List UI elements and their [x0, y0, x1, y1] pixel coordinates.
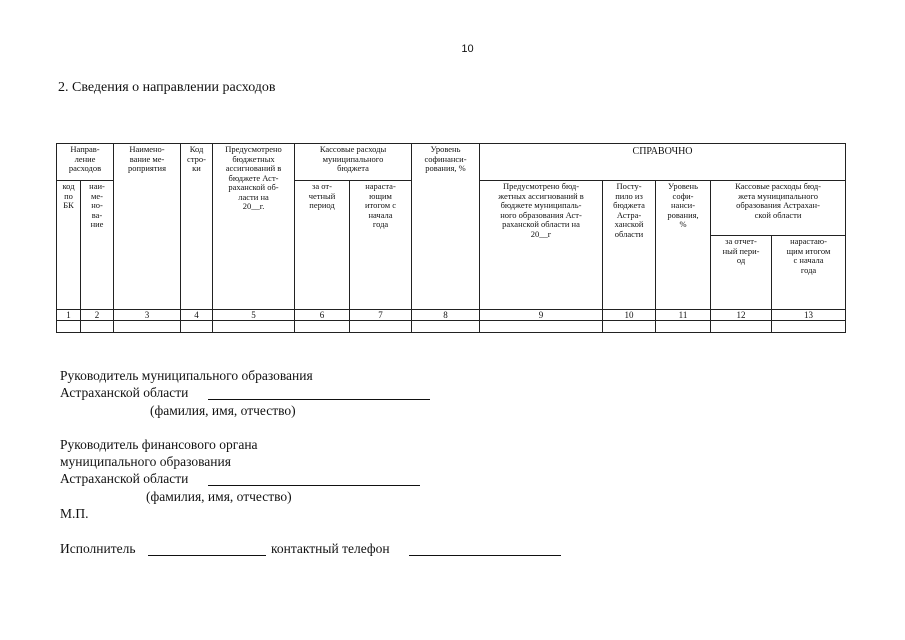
table-row — [57, 321, 846, 333]
table-cell — [480, 321, 603, 333]
header-ref-cash-period: за отчет- ный пери- од — [711, 236, 772, 310]
table-cell — [181, 321, 213, 333]
column-number: 5 — [213, 310, 295, 321]
header-ref-cash: Кассовые расходы бюд- жета муниципального образования Астрахан- ской области — [711, 181, 846, 236]
column-number: 3 — [114, 310, 181, 321]
table-cell — [350, 321, 412, 333]
header-ref-cash-cumulative: нарастаю- щим итогом с начала года — [772, 236, 846, 310]
finance-title-line3: Астраханской области — [60, 471, 189, 486]
finance-signature-line[interactable] — [208, 485, 420, 486]
table-cell — [603, 321, 656, 333]
header-ref-level: Уровень софи- нанси- рования, % — [656, 181, 711, 310]
header-ref-planned: Предусмотрено бюд- жетных ассигнований в бюджете муниципаль- ного образования Аст- раханской области на 20__г — [480, 181, 603, 310]
table-cell — [711, 321, 772, 333]
table-cell — [295, 321, 350, 333]
header-cash-cumulative: нараста- ющим итогом с начала года — [350, 181, 412, 310]
head-title-line2: Астраханской области — [60, 385, 189, 400]
header-row-code: Код стро- ки — [181, 144, 213, 310]
header-planned: Предусмотрено бюджетных ассигнований в бюджете Аст- раханской об- ласти на 20__г. — [213, 144, 295, 310]
table-cell — [213, 321, 295, 333]
column-number: 9 — [480, 310, 603, 321]
header-bk-name: наи- ме- но- ва- ние — [81, 181, 114, 310]
head-title-line1: Руководитель муниципального образования — [60, 368, 313, 383]
column-number: 10 — [603, 310, 656, 321]
column-number: 6 — [295, 310, 350, 321]
section-title: 2. Сведения о направлении расходов — [58, 80, 276, 95]
column-number: 7 — [350, 310, 412, 321]
column-number: 13 — [772, 310, 846, 321]
header-ref-received: Посту- пило из бюджета Астра- ханской области — [603, 181, 656, 310]
header-direction: Направ- ление расходов — [57, 144, 114, 181]
header-cofinancing-level: Уровень софинанси- рования, % — [412, 144, 480, 310]
header-cash-period: за от- четный период — [295, 181, 350, 310]
column-number: 4 — [181, 310, 213, 321]
phone-label: контактный телефон — [271, 541, 390, 556]
phone-line[interactable] — [409, 555, 561, 556]
page-number: 10 — [461, 43, 474, 55]
header-name: Наимено- вание ме- роприятия — [114, 144, 181, 310]
table-cell — [772, 321, 846, 333]
finance-title-line1: Руководитель финансового органа — [60, 437, 258, 452]
header-reference: СПРАВОЧНО — [480, 144, 846, 181]
table-cell — [656, 321, 711, 333]
stamp-place: М.П. — [60, 506, 89, 521]
finance-signature-caption: (фамилия, имя, отчество) — [146, 489, 292, 504]
head-signature-caption: (фамилия, имя, отчество) — [150, 403, 296, 418]
column-number: 1 — [57, 310, 81, 321]
table-cell — [57, 321, 81, 333]
executor-line[interactable] — [148, 555, 266, 556]
header-cash-expenses: Кассовые расходы муниципального бюджета — [295, 144, 412, 181]
table-cell — [81, 321, 114, 333]
finance-title-line2: муниципального образования — [60, 454, 231, 469]
executor-label: Исполнитель — [60, 541, 136, 556]
expenditure-table — [56, 143, 846, 333]
column-number: 2 — [81, 310, 114, 321]
head-signature-line[interactable] — [208, 399, 430, 400]
column-number: 12 — [711, 310, 772, 321]
column-number: 11 — [656, 310, 711, 321]
table-cell — [114, 321, 181, 333]
column-number: 8 — [412, 310, 480, 321]
table-cell — [412, 321, 480, 333]
header-bk-code: код по БК — [57, 181, 81, 310]
